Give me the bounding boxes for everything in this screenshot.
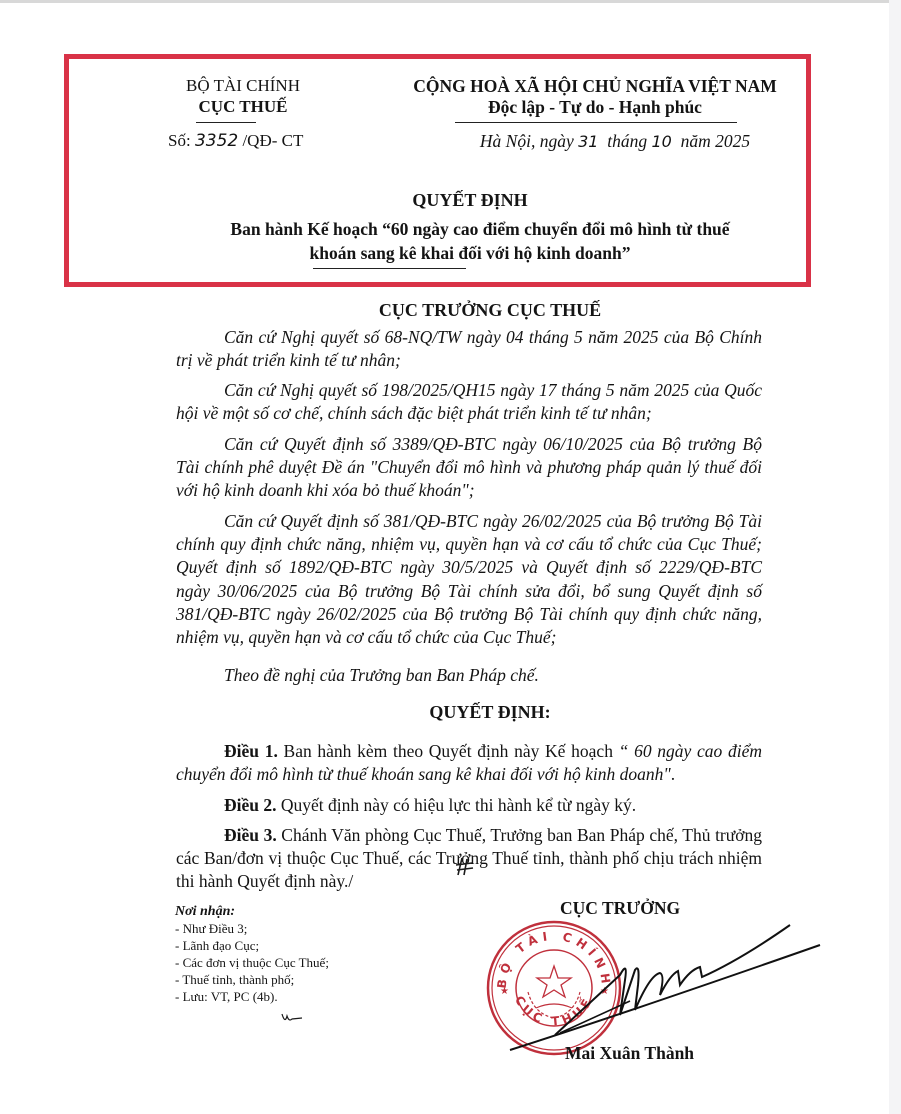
- national-motto: Độc lập - Tự do - Hạnh phúc: [488, 97, 702, 117]
- document-title: QUYẾT ĐỊNH: [412, 190, 528, 210]
- date-day-handwritten: 31: [578, 132, 599, 151]
- decision-heading: QUYẾT ĐỊNH:: [429, 702, 551, 722]
- article-1-label: Điều 1.: [224, 741, 278, 761]
- article-1-text: Ban hành kèm theo Quyết định này Kế hoạch: [277, 741, 619, 761]
- svg-text:CỤC THUẾ: CỤC THUẾ: [511, 993, 597, 1029]
- department-underline: [196, 122, 256, 123]
- article-1-plan-name: “ 60 ngày cao điểm chuyển đổi mô hình từ thuế khoán sang kê khai đối với hộ kinh doanh": [176, 741, 762, 785]
- subtitle-underline: [313, 268, 466, 269]
- article-2: [176, 794, 762, 817]
- recipient-item: - Lưu: VT, PC (4b).: [175, 989, 278, 1004]
- handwritten-initial-mark: [454, 855, 476, 877]
- signer-name: Mai Xuân Thành: [565, 1043, 695, 1063]
- right-edge: [889, 0, 901, 1114]
- department-name: CỤC THUẾ: [198, 97, 288, 116]
- article-3-text: Chánh Văn phòng Cục Thuế, Trưởng ban Ban Pháp chế, Thủ trưởng các Ban/đơn vị thuộc Cục Thuế, các Trưởng Thuế tỉnh, thành phố chịu trách nhiệm thi hành Quyết định này./: [176, 825, 762, 892]
- recipient-item: - Thuế tỉnh, thành phố;: [175, 972, 295, 987]
- recipient-item: - Như Điều 3;: [175, 921, 248, 936]
- legal-basis-2: Căn cứ Nghị quyết số 198/2025/QH15 ngày 17 tháng 5 năm 2025 của Quốc hội về một số cơ chế, chính sách đặc biệt phát triển kinh tế tư nhân;: [176, 380, 762, 424]
- issue-date: [420, 131, 810, 152]
- svg-text:BỘ TÀI CHÍNH: BỘ TÀI CHÍNH: [494, 928, 614, 990]
- recipients-block: [175, 903, 329, 1005]
- svg-text:★: ★: [600, 986, 609, 997]
- document-subtitle-line1: Ban hành Kế hoạch “60 ngày cao điểm chuyển đổi mô hình từ thuế: [230, 219, 730, 239]
- recipient-item: - Các đơn vị thuộc Cục Thuế;: [175, 955, 329, 970]
- recipient-item: - Lãnh đạo Cục;: [175, 938, 260, 953]
- svg-text:★: ★: [500, 986, 509, 997]
- doc-number-suffix: /QĐ- CT: [238, 131, 304, 150]
- legal-basis-1: Căn cứ Nghị quyết số 68-NQ/TW ngày 04 tháng 5 năm 2025 của Bộ Chính trị về phát triển kinh tế tư nhân;: [176, 327, 762, 371]
- article-2-label: Điều 2.: [224, 795, 277, 815]
- motto-underline: [455, 122, 737, 123]
- article-1-tail: .: [670, 764, 676, 785]
- nation-name: CỘNG HOÀ XÃ HỘI CHỦ NGHĨA VIỆT NAM: [413, 76, 777, 96]
- article-2-text: Quyết định này có hiệu lực thi hành kể từ ngày ký.: [276, 795, 637, 815]
- authority-heading: CỤC TRƯỞNG CỤC THUẾ: [378, 300, 602, 320]
- handwritten-initial-mark-2: [280, 1010, 304, 1026]
- doc-number-handwritten: 3352: [194, 131, 239, 151]
- document-subtitle-line2: khoán sang kê khai đối với hộ kinh doanh”: [309, 243, 631, 263]
- signer-title: CỤC TRƯỞNG: [560, 898, 681, 918]
- doc-number-prefix: Số:: [168, 131, 195, 150]
- date-mid: tháng: [598, 131, 652, 151]
- legal-basis-3: Căn cứ Quyết định số 3389/QĐ-BTC ngày 06/10/2025 của Bộ trưởng Bộ Tài chính phê duyệt Đề án "Chuyển đổi mô hình và phương pháp quản lý thuế đối với hộ kinh doanh khi xóa bỏ thuế khoán";: [176, 434, 762, 501]
- date-month-handwritten: 10: [651, 132, 672, 151]
- recipients-heading: Nơi nhận:: [175, 904, 236, 919]
- date-prefix: Hà Nội, ngày: [479, 131, 579, 151]
- proposal-basis: Theo đề nghị của Trưởng ban Ban Pháp chế.: [224, 665, 539, 685]
- document-number: [168, 131, 303, 151]
- article-3-label: Điều 3.: [224, 825, 277, 845]
- top-edge: [0, 0, 901, 3]
- handwritten-signature: [500, 905, 830, 1055]
- legal-basis-4: Căn cứ Quyết định số 381/QĐ-BTC ngày 26/02/2025 của Bộ trưởng Bộ Tài chính quy định chức năng, nhiệm vụ, quyền hạn và cơ cấu tổ chức của Cục Thuế; Quyết định số 1892/QĐ-BTC ngày 30/5/2025 và Quyết định số 2229/QĐ-BTC ngày 30/06/2025 của Bộ trưởng Bộ Tài chính sửa đổi, bổ sung Quyết định số 381/QĐ-BTC ngày 26/02/2025 của Bộ trưởng Bộ Tài chính quy định chức năng, nhiệm vụ, quyền hạn và cơ cấu tổ chức của Cục Thuế;: [176, 511, 762, 648]
- article-1: [176, 740, 762, 786]
- ministry-name: BỘ TÀI CHÍNH: [186, 76, 300, 95]
- date-suffix: năm 2025: [671, 131, 751, 151]
